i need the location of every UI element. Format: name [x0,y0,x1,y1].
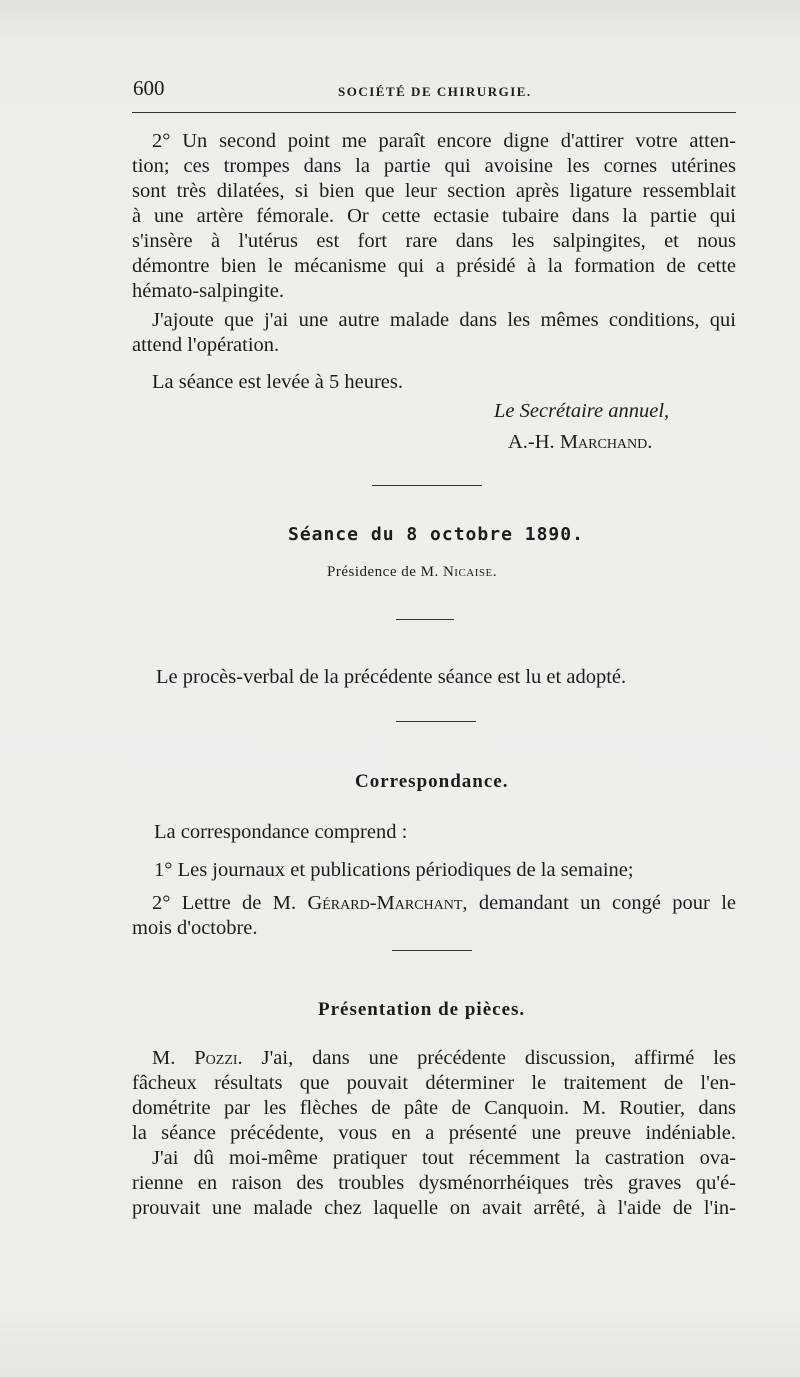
presentation-heading: Présentation de pièces. [318,999,526,1020]
paragraph-2-line: J'ajoute que j'ai une autre malade dans les mêmes conditions, qui [152,309,736,331]
presentation-line: prouvait une malade chez laquelle on avait arrêté, à l'aide de l'in- [132,1197,736,1219]
item-2-rest: demandant un congé pour le [478,892,737,914]
section-rule [396,619,454,620]
presentation-line: rienne en raison des troubles dysménorrhéiques très graves qu'é- [132,1172,736,1194]
speaker-name: M. Pozzi. [152,1047,243,1069]
paragraph-1 [132,129,736,304]
section-rule [372,485,482,486]
page-number: 600 [133,76,165,100]
item-2-prefix: 2° Lettre de M. [152,892,297,914]
presidence-name: Nicaise. [442,564,497,580]
paragraph-1-line: s'insère à l'utérus est fort rare dans les salpingites, et nous [132,230,736,252]
session-title: Séance du 8 octobre 1890. [288,524,584,545]
correspondance-item-1: 1° Les journaux et publications périodiques de la semaine; [154,859,634,881]
correspondance-heading: Correspondance. [355,771,509,792]
correspondance-item-2 [132,891,736,941]
paragraph-1-line: à une artère fémorale. Or cette ectasie tubaire dans la partie qui [132,205,736,227]
item-2-name: Gérard-Marchant, [307,892,468,914]
closing-line: La séance est levée à 5 heures. [152,371,403,393]
section-rule [392,950,472,951]
paragraph-2-line: attend l'opération. [132,334,280,356]
signature-role: Le Secrétaire annuel, [494,400,670,422]
correspondance-intro: La correspondance comprend : [154,821,408,843]
running-title: SOCIÉTÉ DE CHIRURGIE. [338,84,532,99]
presidence-prefix: Présidence de M. [327,564,439,580]
paragraph-1-line: sont très dilatées, si bien que leur section après ligature ressemblait [132,180,736,202]
presentation-line: la séance précédente, vous en a présenté une preuve indéniable. [132,1122,736,1144]
minutes-line: Le procès-verbal de la précédente séance est lu et adopté. [156,666,627,688]
paragraph-1-line: démontre bien le mécanisme qui a présidé à la formation de cette [132,255,736,277]
signature-name [508,431,652,454]
presentation-line: fâcheux résultats que pouvait déterminer le traitement de l'en- [132,1072,736,1094]
presentation-line: dométrite par les flèches de pâte de Canquoin. M. Routier, dans [132,1097,736,1119]
paragraph-1-line: hémato-salpingite. [132,280,284,302]
item-2-line-2: mois d'octobre. [132,917,258,939]
paragraph-2 [132,308,736,358]
presentation-paragraph [132,1046,736,1221]
paragraph-1-line: tion; ces trompes dans la partie qui avoisine les cornes utérines [132,155,736,177]
presentation-line: J'ai, dans une précédente discussion, affirmé les [261,1047,736,1069]
presentation-line: J'ai dû moi-même pratiquer tout récemment la castration ova- [152,1147,736,1169]
paragraph-1-line: 2° Un second point me paraît encore digne d'attirer votre atten- [152,130,736,152]
header-rule [132,112,736,113]
section-rule [396,721,476,722]
signature-initials: A.-H. [508,431,555,453]
presidence-line [327,564,497,581]
signature-surname: Marchand. [559,431,653,453]
